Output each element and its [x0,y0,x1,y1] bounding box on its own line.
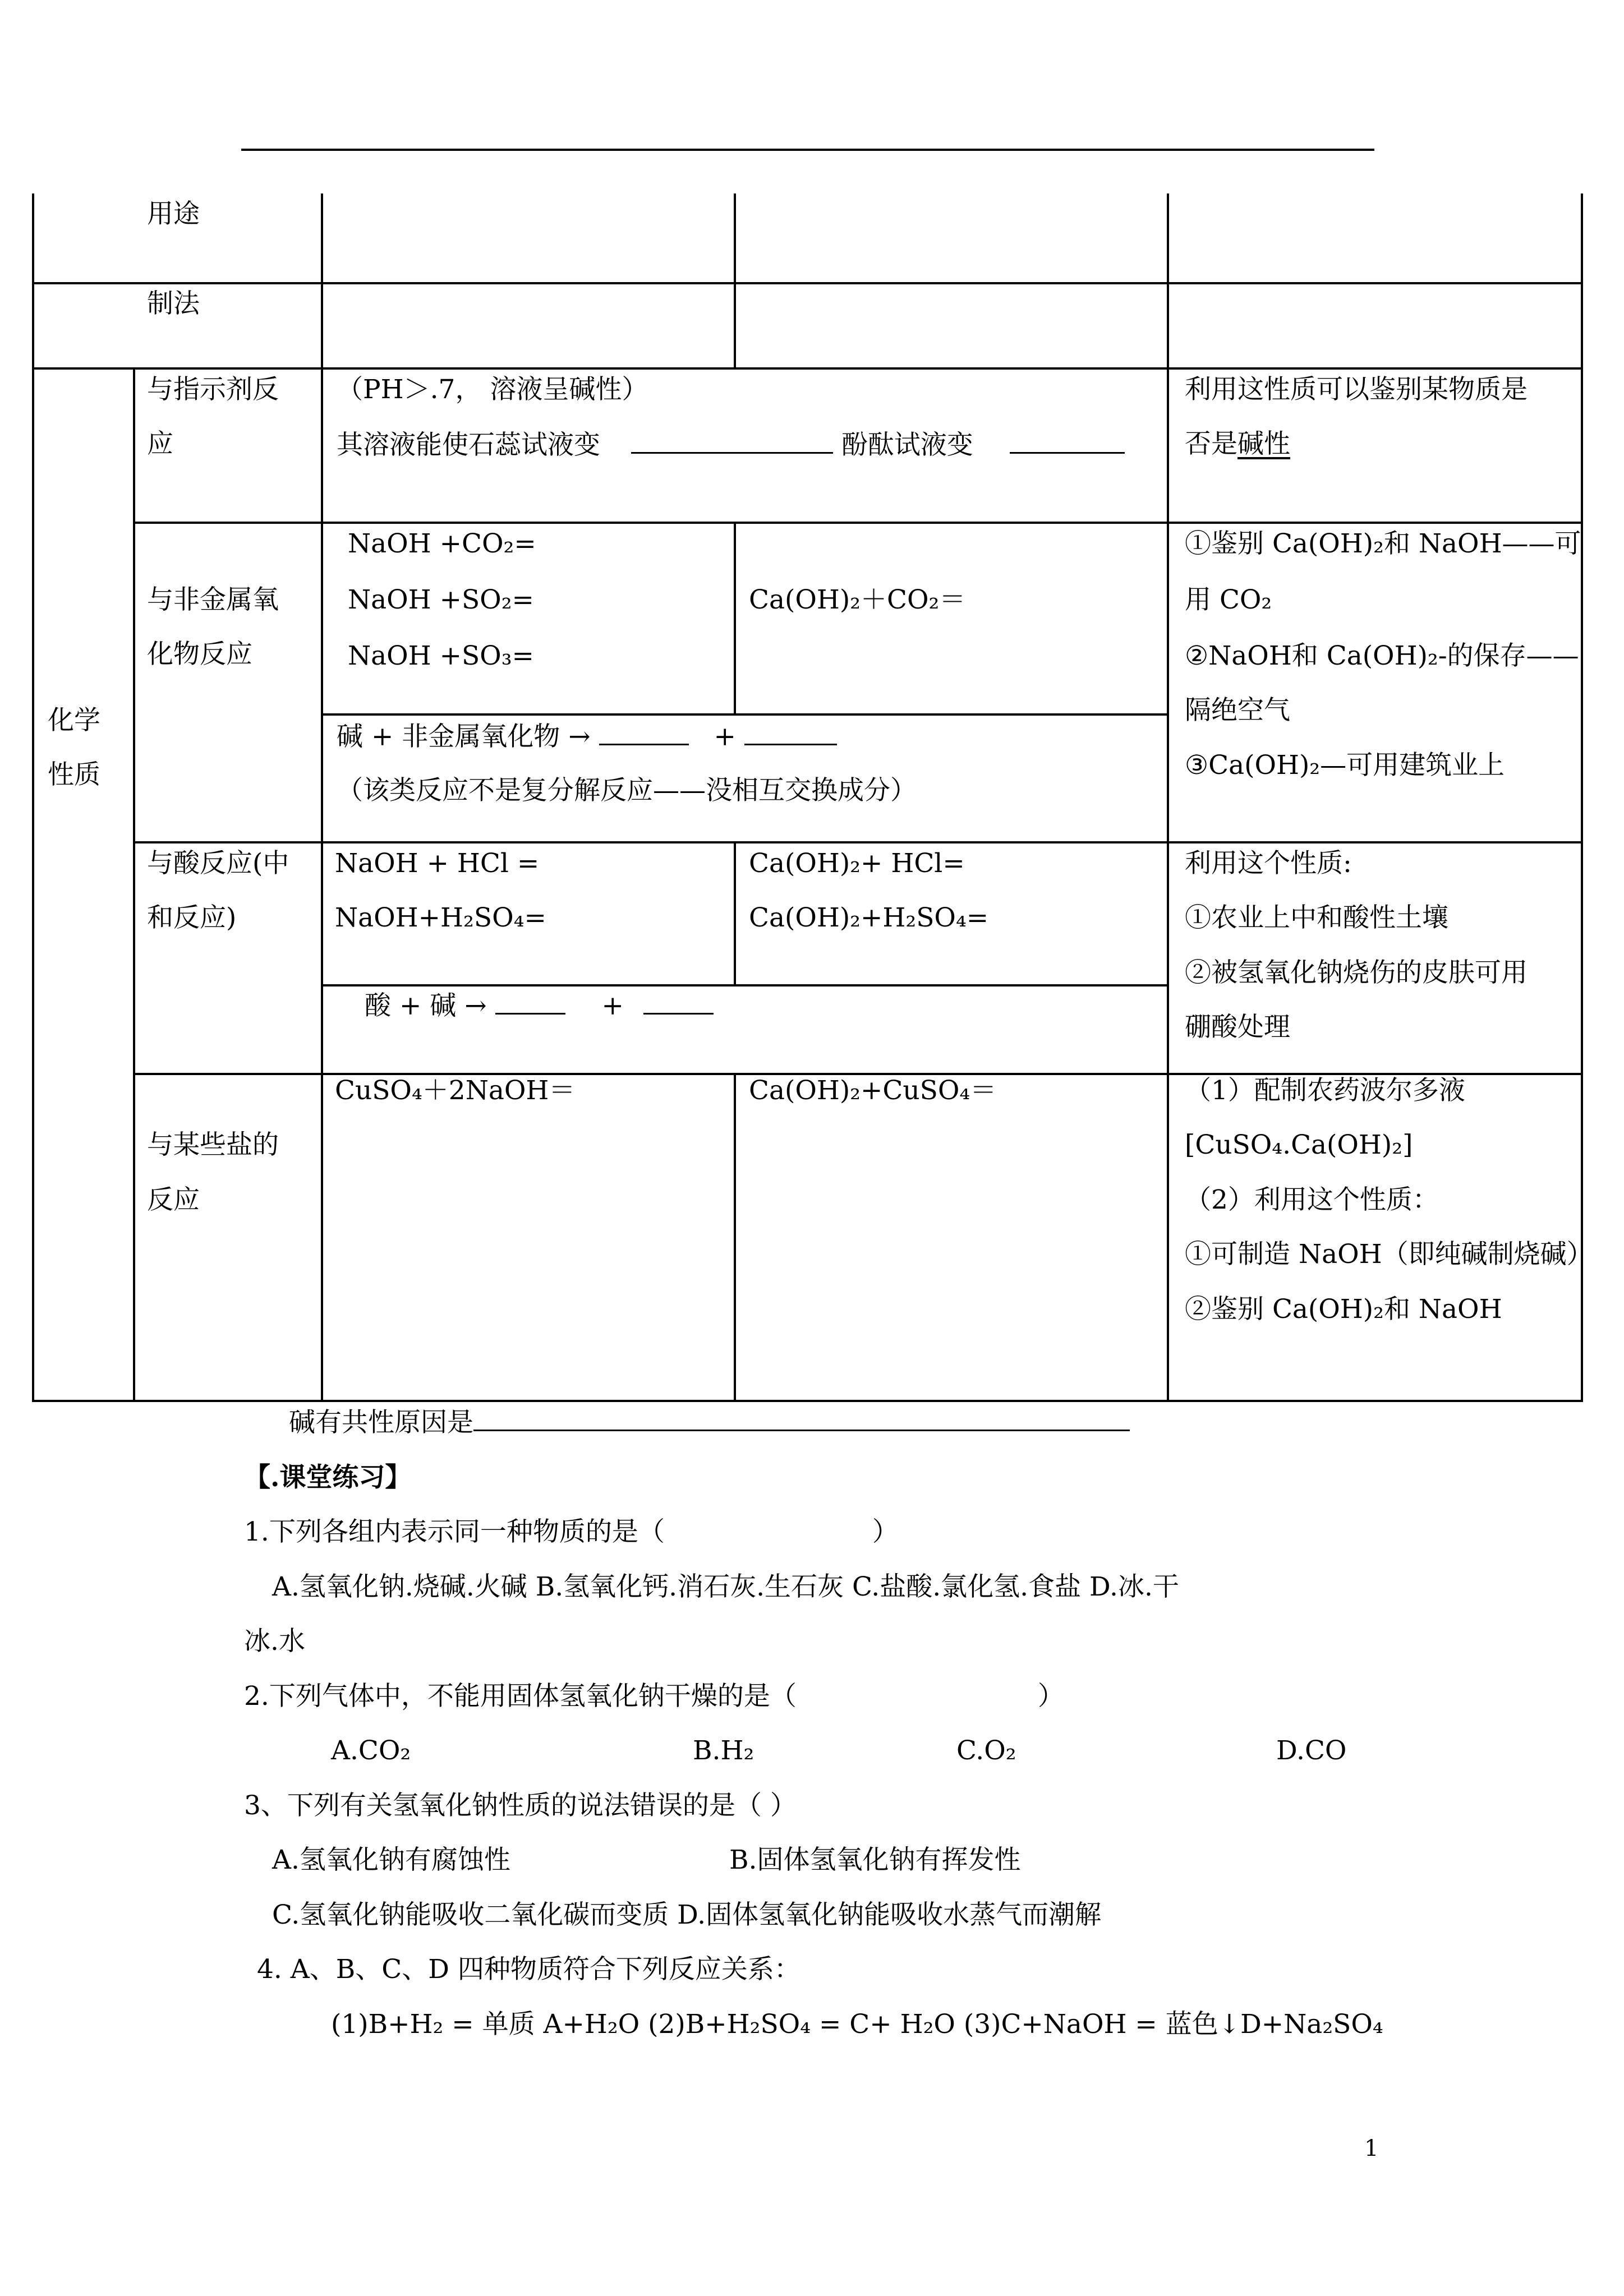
naoh-equation: NaOH +CO₂= [348,528,536,559]
caoh-equation: Ca(OH)₂+ HCl= [749,848,965,879]
indicator-question [337,427,1125,462]
indicator-note: 利用这性质可以鉴别某物质是 [1185,374,1528,405]
oxide-note: 隔绝空气 [1185,695,1290,726]
question-1-text: 1.下列各组内表示同一种物质的是（ [244,1516,665,1547]
answer-blank[interactable] [1010,427,1125,454]
practice-heading: 【.课堂练习】 [244,1462,412,1493]
acid-note: 利用这个性质: [1185,848,1352,879]
table-rule [133,522,1583,524]
chem-property-label: 性质 [48,759,100,790]
table-rule [734,1073,736,1402]
acid-note: ①农业上中和酸性土壤 [1185,902,1448,933]
caoh-equation: Ca(OH)₂+CuSO₄＝ [749,1075,997,1106]
naoh-equation: CuSO₄＋2NaOH＝ [335,1075,576,1106]
acid-label: 与酸反应(中 [147,848,289,879]
oxide-label: 与非金属氧 [147,584,279,615]
salt-note: ①可制造 NaOH（即纯碱制烧碱） [1185,1239,1593,1270]
table-rule [32,282,1583,284]
question-1-options: A.氢氧化钠.烧碱.火碱 B.氢氧化钙.消石灰.生石灰 C.盐酸.氯化氢.食盐 D.冰.干 [272,1571,1179,1602]
alkaline-term: 碱性 [1237,428,1290,459]
answer-blank[interactable] [473,1405,1130,1431]
oxide-note: ③Ca(OH)₂—可用建筑业上 [1185,750,1505,781]
caoh-equation: Ca(OH)₂+H₂SO₄= [749,902,989,933]
caoh-equation: Ca(OH)₂＋CO₂＝ [749,584,966,615]
acid-note: 硼酸处理 [1185,1012,1290,1043]
table-rule [321,984,1167,986]
question-2-close: ） [1037,1681,1064,1712]
answer-blank[interactable] [599,719,689,745]
table-rule [32,367,1583,370]
answer-blank[interactable] [744,719,837,745]
question-2-option: C.O₂ [956,1735,1016,1766]
question-1-options-cont: 冰.水 [244,1626,305,1657]
plus-sign: + [601,990,624,1021]
oxide-note: 用 CO₂ [1185,584,1272,615]
question-2-option: B.H₂ [693,1735,755,1766]
litmus-text: 其溶液能使石蕊试液变 [337,430,600,460]
oxide-label: 化物反应 [147,639,252,670]
table-rule [1581,193,1583,1402]
question-4: 4. A、B、C、D 四种物质符合下列反应关系： [257,1954,801,1985]
salt-note: （1）配制农药波尔多液 [1185,1075,1465,1106]
naoh-equation: NaOH+H₂SO₄= [335,902,546,933]
question-2-option: D.CO [1276,1735,1347,1766]
table-rule [321,193,323,1402]
question-4-equations: (1)B+H₂ = 单质 A+H₂O (2)B+H₂SO₄ = C+ H₂O (3)C+NaOH = 蓝色↓D+Na₂SO₄ [331,2009,1383,2040]
header-rule [241,149,1374,151]
oxide-note: ①鉴别 Ca(OH)₂和 NaOH——可 [1185,528,1581,559]
table-rule [133,367,135,1402]
chem-property-label: 化学 [48,705,100,736]
answer-blank[interactable] [495,988,565,1015]
oxide-general-reaction [337,719,837,754]
acid-label: 和反应) [147,902,237,933]
naoh-equation: NaOH + HCl = [335,848,540,879]
salt-note: ②鉴别 Ca(OH)₂和 NaOH [1185,1294,1502,1325]
table-rule [1167,193,1169,1402]
question-3: 3、下列有关氢氧化钠性质的说法错误的是（ ） [244,1790,797,1821]
table-rule [734,522,736,715]
naoh-equation: NaOH +SO₃= [348,640,534,671]
table-rule [32,1400,1583,1402]
plus-sign: + [714,721,736,752]
common-reason-text: 碱有共性原因是 [289,1407,473,1438]
common-reason [289,1405,1130,1440]
indicator-note-text: 否是 [1185,428,1237,459]
page-number: 1 [1364,2136,1379,2161]
question-2-option: A.CO₂ [331,1735,411,1766]
answer-blank[interactable] [643,988,714,1015]
indicator-label: 与指示剂反 [147,374,279,405]
salt-note: （2）利用这个性质： [1185,1184,1439,1215]
salt-note: [CuSO₄.Ca(OH)₂] [1185,1129,1413,1160]
acid-general-reaction [365,988,714,1023]
general-reaction-text: 酸 + 碱 → [365,990,487,1021]
question-3-options-cd: C.氢氧化钠能吸收二氧化碳而变质 D.固体氢氧化钠能吸收水蒸气而潮解 [272,1899,1102,1930]
table-rule [734,841,736,986]
general-reaction-text: 碱 + 非金属氧化物 → [337,721,591,752]
table-rule [133,841,1583,843]
salt-label: 反应 [147,1184,200,1215]
question-2-text: 2.下列气体中，不能用固体氢氧化钠干燥的是（ [244,1681,797,1712]
row-label-make: 制法 [147,288,200,319]
oxide-note: ②NaOH和 Ca(OH)₂-的保存—— [1185,640,1579,671]
salt-label: 与某些盐的 [147,1129,279,1160]
indicator-note [1185,427,1290,461]
answer-blank[interactable] [631,427,833,454]
question-3-option: B.固体氢氧化钠有挥发性 [729,1845,1021,1875]
row-label-use: 用途 [147,199,200,229]
phenolphthalein-text: 酚酞试液变 [841,430,973,460]
question-2 [244,1680,1064,1713]
table-rule [321,713,1167,716]
question-3-option: A.氢氧化钠有腐蚀性 [272,1845,510,1875]
oxide-remark: （该类反应不是复分解反应——没相互交换成分） [337,775,917,806]
table-rule [734,193,736,367]
naoh-equation: NaOH +SO₂= [348,584,534,615]
question-1-close: ） [872,1516,899,1547]
indicator-label: 应 [147,428,173,459]
indicator-ph-text: （PH＞.7， 溶液呈碱性） [337,374,648,405]
question-1 [244,1515,899,1549]
table-rule [32,193,34,1402]
acid-note: ②被氢氧化钠烧伤的皮肤可用 [1185,957,1528,988]
